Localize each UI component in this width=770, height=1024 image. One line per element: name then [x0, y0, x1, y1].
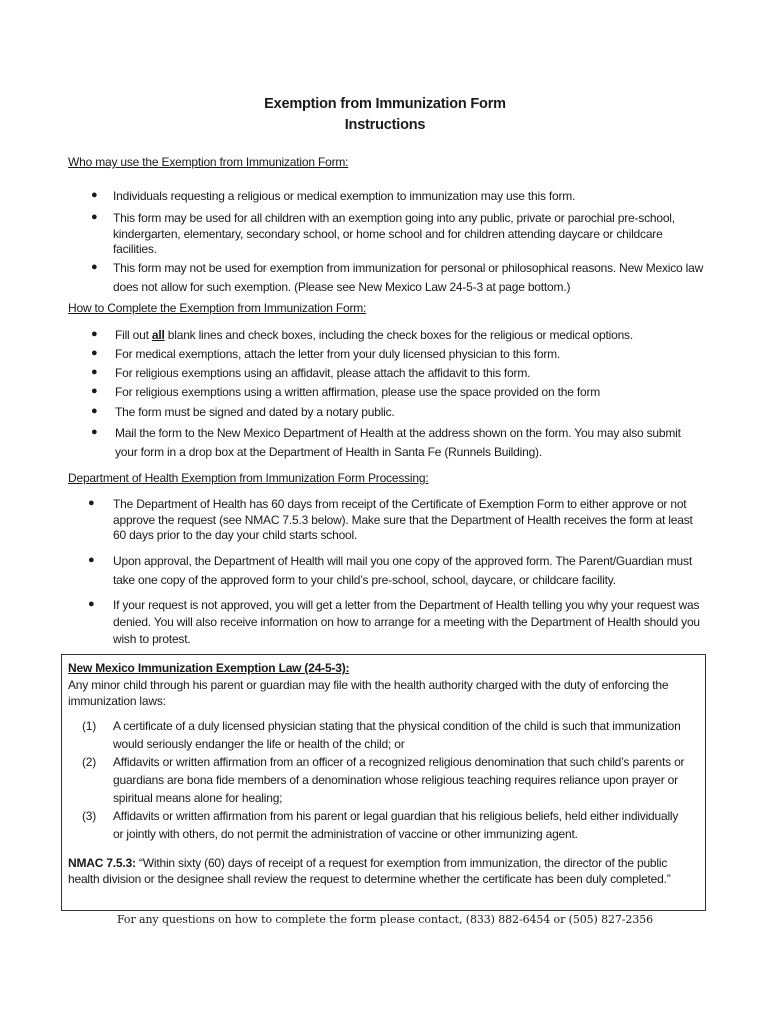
law-item [82, 807, 687, 843]
list-item: ● This form may not be used for exemption from immunization for personal or philosophical reasons. New Mexico law does not allow for such exemption. (Please see New Mexico Law 24-5-3 at page bottom.) [91, 259, 711, 297]
law-intro: Any minor child through his parent or guardian may file with the health authority charged with the duty of enforcing the immunization laws: [68, 678, 669, 708]
law-item-text: Affidavits or written affirmation from his parent or legal guardian that his religious beliefs, held either individually or jointly with others, do not permit the administration of vaccine or other immunizing agent. [113, 809, 679, 841]
nmac-text: NMAC 7.5.3: “Within sixty (60) days of receipt of a request for exemption from immunization, the director of the public health division or the designee shall review the request to determine whether the certificate has been duly completed.” [68, 856, 671, 886]
contact-footer: For any questions on how to complete the form please contact, (833) 882-6454 or (505) 827-2356 [116, 913, 654, 926]
list-item: ● Fill out all blank lines and check boxes, including the check boxes for the religious or medical options. [91, 328, 633, 342]
law-item-number: (1) [82, 719, 97, 733]
form-subtitle: Instructions [344, 117, 426, 133]
section-heading-how: How to Complete the Exemption from Immunization Form: [68, 301, 367, 315]
law-item-number: (2) [82, 755, 97, 769]
bullet-icon: ● [91, 189, 98, 201]
bullet-icon: ● [91, 347, 98, 359]
list-item: ● The Department of Health has 60 days from receipt of the Certificate of Exemption Form to either approve or not approve the request (see NMAC 7.5.3 below). Make sure that the Department of Health receives the form at least 60 days prior to the day your child starts school. [88, 497, 693, 542]
list-item: ● Individuals requesting a religious or medical exemption to immunization may use this form. [91, 189, 576, 203]
law-list [82, 717, 687, 843]
bullet-icon: ● [91, 211, 98, 223]
list-item: ● Mail the form to the New Mexico Department of Health at the address shown on the form. You may also submit your form in a drop box at the Department of Health in Santa Fe (Runnels Building). [91, 424, 701, 462]
law-item-text: A certificate of a duly licensed physician stating that the physical condition of the child is such that immunization would seriously endanger the life or health of the child; or [113, 719, 681, 751]
list-item: ● For medical exemptions, attach the letter from your duly licensed physician to this form. [91, 347, 561, 361]
law-title: New Mexico Immunization Exemption Law (24-5-3): [68, 661, 350, 675]
bullet-icon: ● [91, 385, 98, 397]
law-item [82, 753, 687, 807]
law-item-number: (3) [82, 809, 97, 823]
bullet-icon: ● [91, 261, 98, 273]
list-item: ● This form may be used for all children with an exemption going into any public, private or parochial pre-school, kindergarten, elementary, secondary school, or home school and for children attending daycare or childcare facilities. [91, 211, 675, 256]
section-heading-who: Who may use the Exemption from Immunization Form: [68, 155, 349, 169]
bullet-icon: ● [91, 328, 98, 340]
bullet-icon: ● [91, 426, 98, 438]
bullet-icon: ● [88, 554, 95, 566]
law-item-text: Affidavits or written affirmation from an officer of a recognized religious denomination that such child’s parents or guardians are bona fide members of a denomination whose religious teaching requires reliance upon prayer or spiritual means alone for healing; [113, 755, 685, 805]
bullet-icon: ● [88, 497, 95, 509]
list-item: ● Upon approval, the Department of Health will mail you one copy of the approved form. The Parent/Guardian must take one copy of the approved form to your child’s pre-school, school, daycare, or childcare facility. [88, 552, 698, 590]
section-heading-processing: Department of Health Exemption from Immunization Form Processing: [68, 471, 429, 485]
bullet-icon: ● [88, 598, 95, 610]
list-item: ● The form must be signed and dated by a notary public. [91, 405, 395, 419]
bullet-icon: ● [91, 366, 98, 378]
list-item: ● If your request is not approved, you will get a letter from the Department of Health telling you why your request was denied. You will also receive information on how to arrange for a meeting with the Department of Health should you wish to protest. [88, 598, 700, 646]
list-item: ● For religious exemptions using an affidavit, please attach the affidavit to this form. [91, 366, 531, 380]
law-box [61, 654, 706, 911]
law-item [82, 717, 687, 753]
list-item: ● For religious exemptions using a written affirmation, please use the space provided on the form [91, 385, 601, 399]
bullet-icon: ● [91, 405, 98, 417]
form-title: Exemption from Immunization Form [264, 96, 506, 112]
nmac-label: NMAC 7.5.3: [68, 856, 136, 870]
